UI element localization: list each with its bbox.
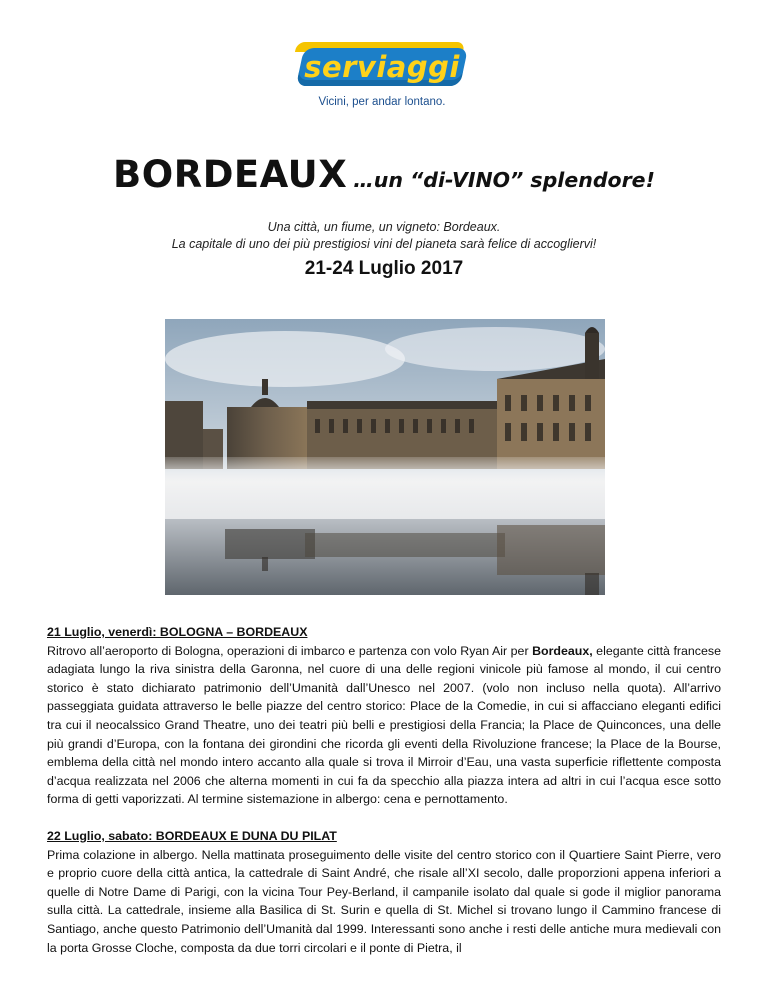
serviaggi-logo bbox=[294, 42, 470, 114]
title-main: BORDEAUX bbox=[113, 153, 348, 196]
itinerary bbox=[47, 623, 721, 957]
intro-text bbox=[0, 219, 768, 253]
day-2-text: Prima colazione in albergo. Nella mattinata proseguimento delle visite del centro storico con il Quartiere Saint Pierre, vero e proprio cuore della città antica, la cattedrale di Saint André, che risale all’XI secolo, dalle proporzioni appena inferiori a quelle di Notre Dame di Parigi, con la vicina Tour Pey-Berland, il campanile isolato dal quale si gode il miglior panorama sulla città. La cattedrale, insieme alla Basilica di St. Surin e quella di St. Michel si trovano lungo il Cammino francese di Santiago, anche questo Patrimonio dell’Umanità dal 1999. Interessanti sono anche i resti delle antiche mura medievali con la porta Grosse Cloche, composta da due torri circolari e il ponte di Pietra, il bbox=[47, 847, 721, 955]
day-1-heading: 21 Luglio, venerdì: BOLOGNA – BORDEAUX bbox=[47, 625, 308, 639]
day-1-text bbox=[47, 642, 721, 809]
day-1-text-bold: Bordeaux, bbox=[532, 643, 593, 658]
title-subtitle: …un “di-VINO” splendore! bbox=[353, 168, 655, 192]
day-1-text-a: Ritrovo all’aeroporto di Bologna, operazioni di imbarco e partenza con volo Ryan Air per bbox=[47, 643, 533, 658]
intro-line-1: Una città, un fiume, un vigneto: Bordeaux. bbox=[267, 220, 501, 234]
bordeaux-place-de-la-bourse-photo bbox=[165, 319, 605, 595]
logo-tagline: Vicini, per andar lontano. bbox=[318, 96, 446, 108]
spacer bbox=[47, 809, 721, 827]
day-1-text-b: elegante città francese adagiata lungo la riva sinistra della Garonna, nel cuore di una delle regioni vinicole più famose al mondo, il cui centro storico è stato dichiarato patrimonio dell’Umanità dall’Unesco nel 2007. (volo non incluso nella quota). All’arrivo passeggiata guidata attraverso le belle piazze del centro storico: Place de la Comedie, in cui si affacciano eleganti edifici tra cui il neocalssico Grand Theatre, uno dei teatri più belli e prestigiosi della Francia; la Place de Quinconces, una delle più grandi d’Europa, con la fontana dei girondini che ricorda gli eventi della Rivoluzione francese; la Place de la Bourse, emblema della città nel mondo intero accanto alla quale si trova il Mirroir d’Eau, una vasta superficie riflettente composta d’acqua realizzata nel 2006 che alterna momenti in cui fa da specchio alla piazza intera ad altri in cui l’acqua esce sotto forma di getti vaporizzati. Al termine sistemazione in albergo: cena e pernottamento. bbox=[47, 643, 721, 807]
intro-line-2: La capitale di uno dei più prestigiosi vini del pianeta sarà felice di accogliervi! bbox=[171, 237, 597, 251]
day-2-heading: 22 Luglio, sabato: BORDEAUX E DUNA DU PILAT bbox=[47, 828, 337, 843]
trip-dates: 21-24 Luglio 2017 bbox=[304, 258, 464, 279]
page-title bbox=[0, 153, 768, 196]
logo-brand: serviaggi bbox=[304, 50, 460, 84]
